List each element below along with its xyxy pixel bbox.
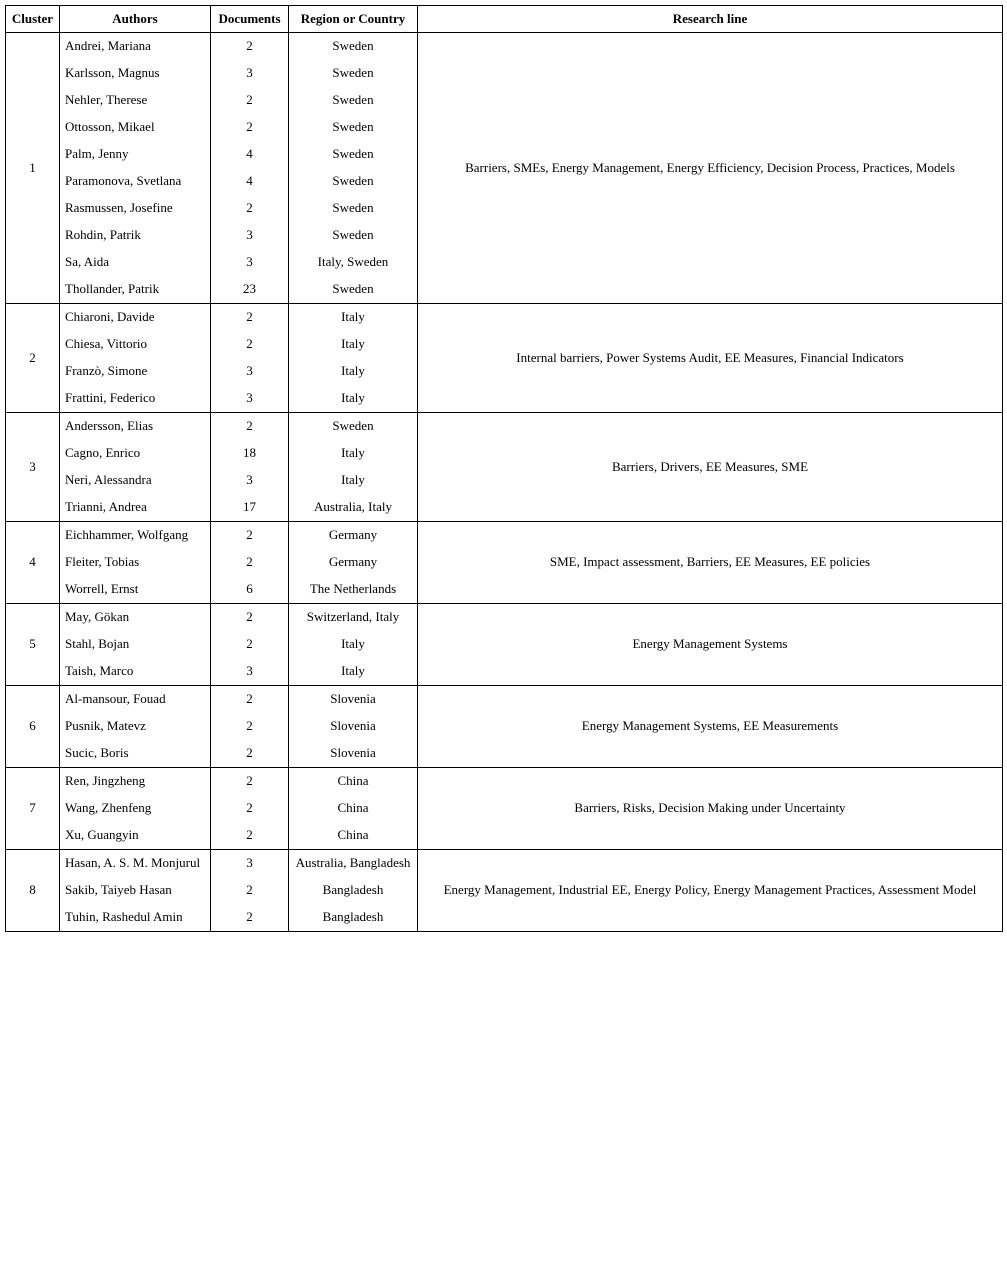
author-name: Ren, Jingzheng <box>60 768 211 796</box>
author-name: Franzò, Simone <box>60 358 211 385</box>
author-name: Neri, Alessandra <box>60 467 211 494</box>
region-or-country: China <box>289 795 418 822</box>
documents-count: 2 <box>211 631 289 658</box>
documents-count: 4 <box>211 168 289 195</box>
table-body <box>6 33 1003 932</box>
region-or-country: Slovenia <box>289 686 418 714</box>
author-name: Trianni, Andrea <box>60 494 211 522</box>
documents-count: 4 <box>211 141 289 168</box>
header-authors: Authors <box>60 6 211 33</box>
documents-count: 3 <box>211 222 289 249</box>
cluster-id: 8 <box>6 850 60 932</box>
region-or-country: Sweden <box>289 195 418 222</box>
author-name: Ottosson, Mikael <box>60 114 211 141</box>
documents-count: 2 <box>211 413 289 441</box>
table-row <box>6 768 1003 796</box>
author-name: Sakib, Taiyeb Hasan <box>60 877 211 904</box>
documents-count: 2 <box>211 740 289 768</box>
documents-count: 2 <box>211 549 289 576</box>
author-name: Taish, Marco <box>60 658 211 686</box>
documents-count: 2 <box>211 604 289 632</box>
table-row <box>6 33 1003 61</box>
region-or-country: Slovenia <box>289 740 418 768</box>
author-name: Cagno, Enrico <box>60 440 211 467</box>
region-or-country: Germany <box>289 522 418 550</box>
region-or-country: China <box>289 822 418 850</box>
documents-count: 18 <box>211 440 289 467</box>
region-or-country: Sweden <box>289 141 418 168</box>
author-name: Pusnik, Matevz <box>60 713 211 740</box>
author-name: Al-mansour, Fouad <box>60 686 211 714</box>
region-or-country: Sweden <box>289 114 418 141</box>
region-or-country: Bangladesh <box>289 877 418 904</box>
region-or-country: Switzerland, Italy <box>289 604 418 632</box>
documents-count: 2 <box>211 522 289 550</box>
author-name: Andersson, Elias <box>60 413 211 441</box>
cluster-id: 3 <box>6 413 60 522</box>
region-or-country: Bangladesh <box>289 904 418 932</box>
author-name: Rasmussen, Josefine <box>60 195 211 222</box>
author-name: Worrell, Ernst <box>60 576 211 604</box>
region-or-country: Italy <box>289 358 418 385</box>
documents-count: 2 <box>211 114 289 141</box>
region-or-country: China <box>289 768 418 796</box>
documents-count: 3 <box>211 850 289 878</box>
author-name: Karlsson, Magnus <box>60 60 211 87</box>
region-or-country: Italy, Sweden <box>289 249 418 276</box>
cluster-id: 7 <box>6 768 60 850</box>
documents-count: 2 <box>211 686 289 714</box>
author-name: Wang, Zhenfeng <box>60 795 211 822</box>
author-name: Fleiter, Tobias <box>60 549 211 576</box>
documents-count: 3 <box>211 60 289 87</box>
region-or-country: Italy <box>289 440 418 467</box>
documents-count: 3 <box>211 658 289 686</box>
table-header-row <box>6 6 1003 33</box>
region-or-country: Italy <box>289 658 418 686</box>
documents-count: 2 <box>211 713 289 740</box>
region-or-country: Sweden <box>289 60 418 87</box>
documents-count: 2 <box>211 822 289 850</box>
author-name: Nehler, Therese <box>60 87 211 114</box>
documents-count: 3 <box>211 467 289 494</box>
header-research-line: Research line <box>418 6 1003 33</box>
region-or-country: The Netherlands <box>289 576 418 604</box>
author-name: Paramonova, Svetlana <box>60 168 211 195</box>
region-or-country: Italy <box>289 631 418 658</box>
documents-count: 2 <box>211 33 289 61</box>
header-documents: Documents <box>211 6 289 33</box>
research-line: Barriers, Drivers, EE Measures, SME <box>418 413 1003 522</box>
research-line: Internal barriers, Power Systems Audit, EE Measures, Financial Indicators <box>418 304 1003 413</box>
table-row <box>6 850 1003 878</box>
author-name: Eichhammer, Wolfgang <box>60 522 211 550</box>
region-or-country: Australia, Italy <box>289 494 418 522</box>
author-name: Rohdin, Patrik <box>60 222 211 249</box>
author-name: Chiaroni, Davide <box>60 304 211 332</box>
author-name: Xu, Guangyin <box>60 822 211 850</box>
table-row <box>6 304 1003 332</box>
region-or-country: Italy <box>289 385 418 413</box>
research-line: Energy Management Systems <box>418 604 1003 686</box>
documents-count: 2 <box>211 795 289 822</box>
table-row <box>6 413 1003 441</box>
documents-count: 6 <box>211 576 289 604</box>
cluster-id: 2 <box>6 304 60 413</box>
region-or-country: Sweden <box>289 87 418 114</box>
documents-count: 3 <box>211 385 289 413</box>
cluster-id: 4 <box>6 522 60 604</box>
table-row <box>6 686 1003 714</box>
documents-count: 23 <box>211 276 289 304</box>
author-name: Tuhin, Rashedul Amin <box>60 904 211 932</box>
cluster-id: 5 <box>6 604 60 686</box>
documents-count: 2 <box>211 331 289 358</box>
region-or-country: Italy <box>289 331 418 358</box>
documents-count: 2 <box>211 904 289 932</box>
table-row <box>6 522 1003 550</box>
research-line: Barriers, Risks, Decision Making under Uncertainty <box>418 768 1003 850</box>
header-cluster: Cluster <box>6 6 60 33</box>
region-or-country: Sweden <box>289 276 418 304</box>
author-name: May, Gökan <box>60 604 211 632</box>
research-line: Barriers, SMEs, Energy Management, Energy Efficiency, Decision Process, Practices, Models <box>418 33 1003 304</box>
documents-count: 3 <box>211 249 289 276</box>
author-name: Thollander, Patrik <box>60 276 211 304</box>
author-name: Hasan, A. S. M. Monjurul <box>60 850 211 878</box>
documents-count: 2 <box>211 877 289 904</box>
region-or-country: Sweden <box>289 33 418 61</box>
region-or-country: Italy <box>289 304 418 332</box>
documents-count: 2 <box>211 87 289 114</box>
research-line: SME, Impact assessment, Barriers, EE Measures, EE policies <box>418 522 1003 604</box>
region-or-country: Australia, Bangladesh <box>289 850 418 878</box>
table-row <box>6 604 1003 632</box>
author-name: Sa, Aida <box>60 249 211 276</box>
authors-cluster-table <box>5 5 1003 932</box>
author-name: Stahl, Bojan <box>60 631 211 658</box>
author-name: Sucic, Boris <box>60 740 211 768</box>
cluster-id: 6 <box>6 686 60 768</box>
region-or-country: Slovenia <box>289 713 418 740</box>
documents-count: 2 <box>211 768 289 796</box>
header-region: Region or Country <box>289 6 418 33</box>
author-name: Palm, Jenny <box>60 141 211 168</box>
region-or-country: Sweden <box>289 413 418 441</box>
documents-count: 2 <box>211 304 289 332</box>
region-or-country: Germany <box>289 549 418 576</box>
region-or-country: Italy <box>289 467 418 494</box>
cluster-id: 1 <box>6 33 60 304</box>
region-or-country: Sweden <box>289 222 418 249</box>
documents-count: 2 <box>211 195 289 222</box>
author-name: Andrei, Mariana <box>60 33 211 61</box>
region-or-country: Sweden <box>289 168 418 195</box>
documents-count: 3 <box>211 358 289 385</box>
author-name: Frattini, Federico <box>60 385 211 413</box>
research-line: Energy Management, Industrial EE, Energy Policy, Energy Management Practices, Assessment Model <box>418 850 1003 932</box>
research-line: Energy Management Systems, EE Measurements <box>418 686 1003 768</box>
author-name: Chiesa, Vittorio <box>60 331 211 358</box>
documents-count: 17 <box>211 494 289 522</box>
